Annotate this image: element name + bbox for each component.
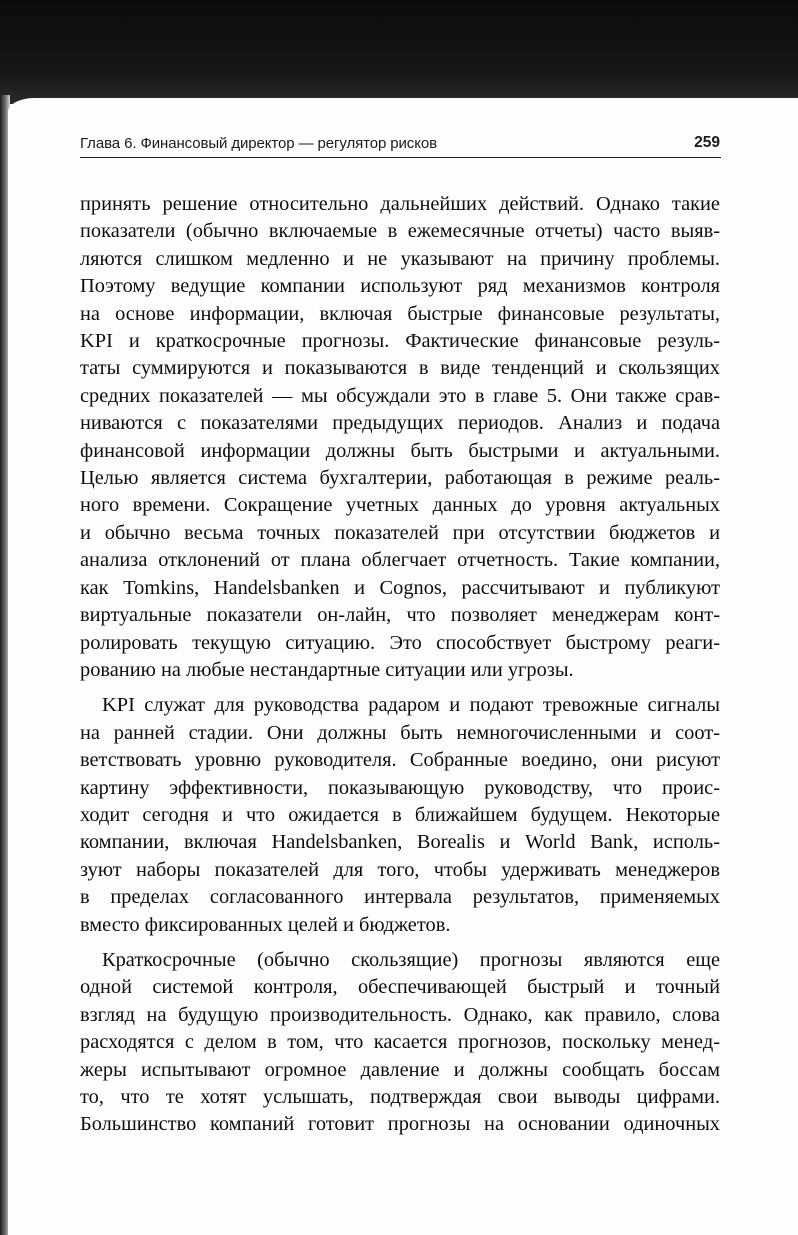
page-header bbox=[80, 133, 720, 155]
text-line: на ранней стадии. Они должны быть немногочисленными и соот- bbox=[80, 721, 720, 744]
text-line: как Tomkins, Handelsbanken и Cognos, рассчитывают и публикуют bbox=[80, 576, 720, 599]
header-rule bbox=[80, 157, 721, 158]
paragraph-2 bbox=[80, 692, 720, 939]
text-line: и обычно весьма точных показателей при отсутствии бюджетов и bbox=[80, 521, 720, 544]
text-line: взгляд на будущую производительность. Однако, как правило, слова bbox=[80, 1003, 720, 1026]
scan-dark-border bbox=[0, 0, 798, 104]
page-number: 259 bbox=[694, 134, 720, 151]
running-title: Глава 6. Финансовый директор — регулятор рисков bbox=[80, 135, 437, 152]
text-line: в пределах согласованного интервала результатов, применяемых bbox=[80, 886, 720, 909]
text-line: принять решение относительно дальнейших действий. Однако такие bbox=[80, 193, 720, 215]
text-line: KPI служат для руководства радаром и подают тревожные сигналы bbox=[102, 694, 720, 717]
text-line: на основе информации, включая быстрые финансовые результаты, bbox=[80, 302, 720, 325]
text-line: одной системой контроля, обеспечивающей быстрый и точный bbox=[80, 976, 720, 999]
text-line: жеры испытывают огромное давление и должны сообщать боссам bbox=[80, 1058, 720, 1081]
text-line: ветствовать уровню руководителя. Собранные воедино, они рисуют bbox=[80, 749, 720, 772]
text-line: виртуальные показатели он-лайн, что позволяет менеджерам конт- bbox=[80, 604, 720, 627]
text-line: вместо фиксированных целей и бюджетов. bbox=[80, 913, 451, 936]
text-line: ниваются с показателями предыдущих периодов. Анализ и подача bbox=[80, 412, 720, 435]
text-line: средних показателей — мы обсуждали это в главе 5. Они также срав- bbox=[80, 384, 720, 407]
text-line: таты суммируются и показываются в виде тенденций и скользящих bbox=[80, 357, 720, 380]
text-line: зуют наборы показателей для того, чтобы удерживать менеджеров bbox=[80, 858, 720, 881]
text-line: компании, включая Handelsbanken, Borealis и World Bank, исполь- bbox=[80, 831, 720, 854]
text-line: Поэтому ведущие компании используют ряд механизмов контроля bbox=[80, 275, 720, 298]
text-line: финансовой информации должны быть быстрыми и актуальными. bbox=[80, 439, 720, 462]
paragraph-1 bbox=[80, 191, 720, 684]
text-line: показатели (обычно включаемые в ежемесячные отчеты) часто выяв- bbox=[80, 220, 720, 243]
text-line: Краткосрочные (обычно скользящие) прогнозы являются еще bbox=[102, 948, 720, 971]
text-line: расходятся с делом в том, что касается прогнозов, поскольку менед- bbox=[80, 1031, 720, 1054]
text-line: Большинство компаний готовит прогнозы на основании одиночных bbox=[80, 1113, 720, 1136]
text-line: ного времени. Сокращение учетных данных до уровня актуальных bbox=[80, 494, 720, 517]
text-line: KPI и краткосрочные прогнозы. Фактические финансовые резуль- bbox=[80, 330, 720, 353]
text-line: рованию на любые нестандартные ситуации или угрозы. bbox=[80, 658, 574, 681]
text-line: ролировать текущую ситуацию. Это способствует быстрому реаги- bbox=[80, 631, 720, 654]
body-text bbox=[80, 191, 720, 1139]
text-line: анализа отклонений от плана облегчает отчетность. Такие компании, bbox=[80, 549, 720, 572]
text-line: Целью является система бухгалтерии, работающая в режиме реаль- bbox=[80, 467, 720, 490]
text-line: картину эффективности, показывающую руководству, что проис- bbox=[80, 776, 720, 799]
text-line: ходит сегодня и что ожидается в ближайшем будущем. Некоторые bbox=[80, 803, 720, 826]
text-line: то, что те хотят услышать, подтверждая свои выводы цифрами. bbox=[80, 1086, 720, 1108]
text-line: ляются слишком медленно и не указывают на причину проблемы. bbox=[80, 247, 720, 270]
paragraph-3 bbox=[80, 947, 720, 1139]
